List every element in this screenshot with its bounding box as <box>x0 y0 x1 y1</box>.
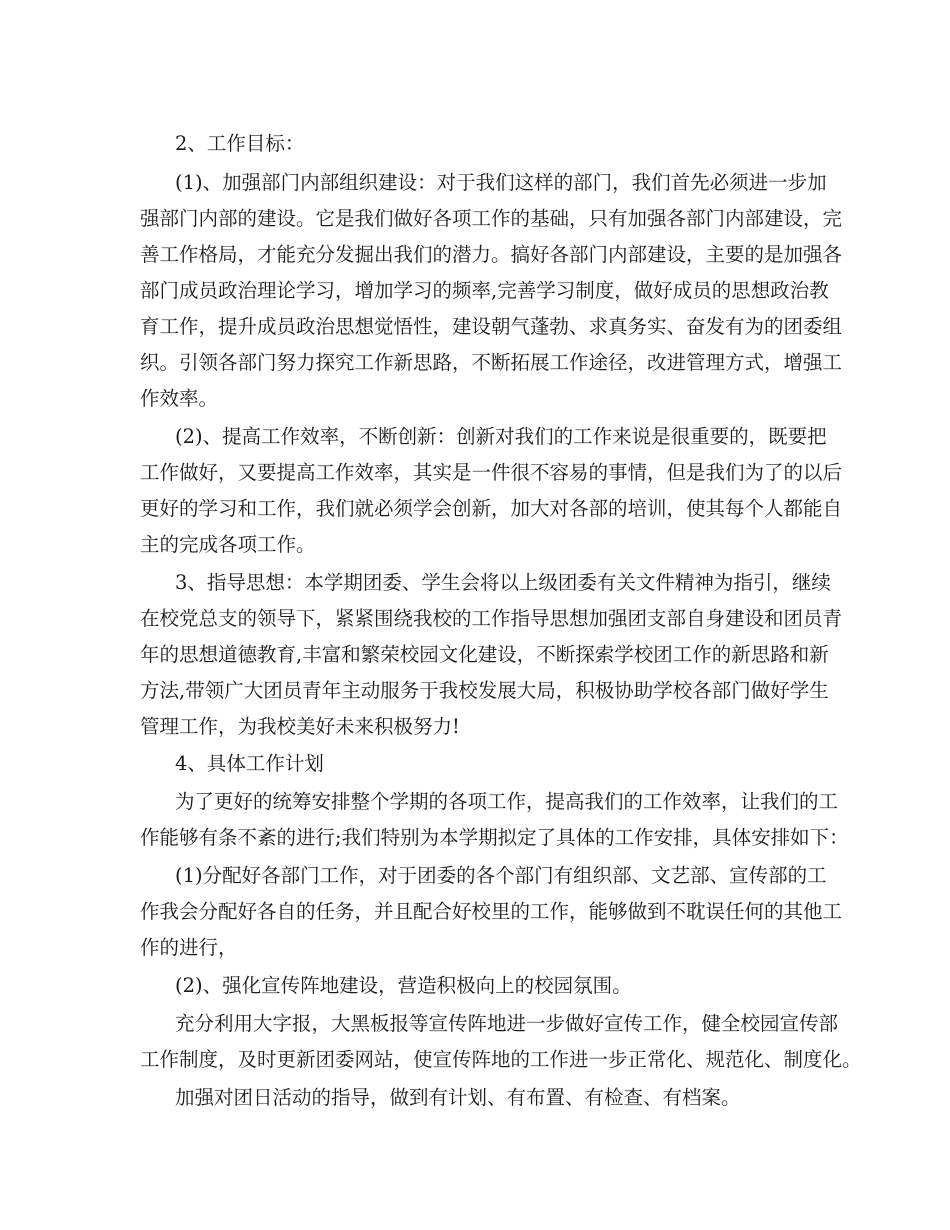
paragraph-line: 更好的学习和工作，我们就必须学会创新，加大对各部的培训，使其每个人都能自 <box>140 497 843 520</box>
paragraph-line: 方法,带领广大团员青年主动服务于我校发展大局，积极协助学校各部门做好学生 <box>140 679 829 702</box>
paragraph-line: 工作制度，及时更新团委网站，使宣传阵地的工作进一步正常化、规范化、制度化。 <box>140 1048 862 1071</box>
section-heading-work-plan: 4、具体工作计划 <box>175 752 324 775</box>
paragraph-line: (1)分配好各部门工作，对于团委的各个部门有组织部、文艺部、宣传部的工 <box>175 864 827 887</box>
paragraph-line: 加强对团日活动的指导，做到有计划、有布置、有检查、有档案。 <box>175 1086 741 1109</box>
paragraph-line: 主的完成各项工作。 <box>140 533 316 556</box>
paragraph-line: 部门成员政治理论学习，增加学习的频率,完善学习制度，做好成员的思想政治教 <box>140 279 829 302</box>
paragraph-line: (2)、强化宣传阵地建设，营造积极向上的校园氛围。 <box>175 974 632 997</box>
paragraph-line: 善工作格局，才能充分发掘出我们的潜力。搞好各部门内部建设，主要的是加强各 <box>140 243 843 266</box>
paragraph-line: 作我会分配好各自的任务，并且配合好校里的工作，能够做到不耽误任何的其他工 <box>140 900 843 923</box>
paragraph-line: 作能够有条不紊的进行;我们特别为本学期拟定了具体的工作安排，具体安排如下： <box>140 826 849 849</box>
paragraph-line: 强部门内部的建设。它是我们做好各项工作的基础，只有加强各部门内部建设，完 <box>140 207 843 230</box>
paragraph-line: 织。引领各部门努力探究工作新思路，不断拓展工作途径，改进管理方式，增强工 <box>140 351 843 374</box>
paragraph-line: 充分利用大字报，大黑板报等宣传阵地进一步做好宣传工作，健全校园宣传部 <box>175 1012 839 1035</box>
paragraph-line: 作的进行， <box>140 936 238 959</box>
paragraph-line: 工作做好，又要提高工作效率，其实是一件很不容易的事情，但是我们为了的以后 <box>140 461 843 484</box>
paragraph-line: 育工作，提升成员政治思想觉悟性，建设朝气蓬勃、求真务实、奋发有为的团委组 <box>140 315 843 338</box>
paragraph-line: 为了更好的统筹安排整个学期的各项工作，提高我们的工作效率，让我们的工 <box>175 790 839 813</box>
section-heading-guiding-thought: 3、指导思想：本学期团委、学生会将以上级团委有关文件精神为指引，继续 <box>175 571 831 594</box>
paragraph-line: (2)、提高工作效率，不断创新：创新对我们的工作来说是很重要的，既要把 <box>175 425 827 448</box>
paragraph-line: 作效率。 <box>140 387 219 410</box>
paragraph-line: (1)、加强部门内部组织建设：对于我们这样的部门，我们首先必须进一步加 <box>175 171 827 194</box>
section-heading-goals: 2、工作目标： <box>175 132 305 155</box>
paragraph-line: 年的思想道德教育,丰富和繁荣校园文化建设，不断探索学校团工作的新思路和新 <box>140 643 829 666</box>
paragraph-line: 在校党总支的领导下，紧紧围绕我校的工作指导思想加强团支部自身建设和团员青 <box>140 607 843 630</box>
paragraph-line: 管理工作，为我校美好未来积极努力! <box>140 715 460 738</box>
